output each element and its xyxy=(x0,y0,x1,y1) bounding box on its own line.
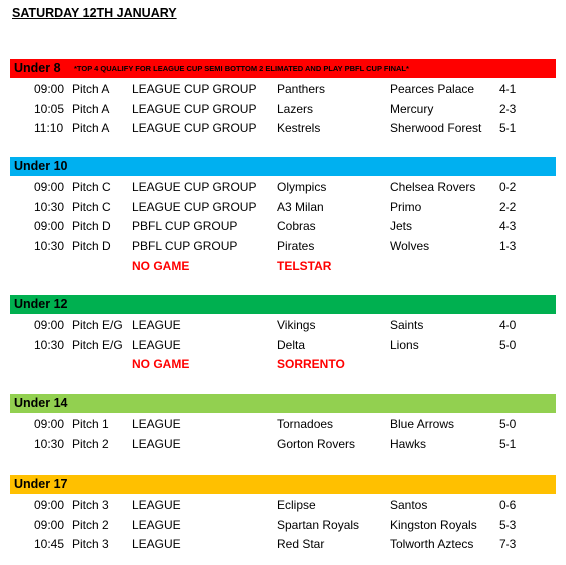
match-pitch: Pitch A xyxy=(72,82,110,96)
section-header xyxy=(10,157,556,176)
match-time: 11:10 xyxy=(34,121,64,136)
match-competition: LEAGUE xyxy=(132,318,181,332)
no-game-label: NO GAME xyxy=(132,357,190,372)
section-header xyxy=(10,475,556,494)
home-team: Eclipse xyxy=(277,498,316,512)
away-team: Mercury xyxy=(390,101,434,116)
section-label: Under 14 xyxy=(14,396,68,410)
match-competition: LEAGUE CUP GROUP xyxy=(132,121,257,136)
match-pitch: Pitch 2 xyxy=(72,517,109,532)
match-row xyxy=(0,435,566,455)
match-score: 4-1 xyxy=(499,82,517,96)
match-competition: LEAGUE xyxy=(132,417,181,431)
no-game-row xyxy=(0,257,566,277)
match-row xyxy=(0,100,566,120)
match-competition: LEAGUE CUP GROUP xyxy=(132,180,257,194)
match-row xyxy=(0,198,566,218)
match-row xyxy=(0,496,566,516)
no-game-team: TELSTAR xyxy=(277,258,332,273)
home-team: A3 Milan xyxy=(277,199,324,214)
match-score: 7-3 xyxy=(499,537,517,552)
section-label: Under 12 xyxy=(14,297,68,311)
match-score: 5-1 xyxy=(499,436,517,451)
match-score: 5-3 xyxy=(499,517,517,532)
match-time: 10:05 xyxy=(34,101,65,116)
away-team: Primo xyxy=(390,199,422,214)
match-competition: LEAGUE xyxy=(132,498,181,512)
away-team: Chelsea Rovers xyxy=(390,180,476,194)
match-time: 10:45 xyxy=(34,537,65,552)
away-team: Blue Arrows xyxy=(390,417,455,431)
match-pitch: Pitch E/G xyxy=(72,337,123,352)
away-team: Pearces Palace xyxy=(390,82,475,96)
match-row xyxy=(0,516,566,536)
match-row xyxy=(0,80,566,100)
match-row xyxy=(0,217,566,237)
away-team: Hawks xyxy=(390,436,427,451)
section-label: Under 10 xyxy=(14,159,68,173)
away-team: Saints xyxy=(390,318,424,332)
match-pitch: Pitch 1 xyxy=(72,417,109,431)
away-team: Wolves xyxy=(390,239,430,254)
match-pitch: Pitch C xyxy=(72,180,111,194)
home-team: Spartan Royals xyxy=(277,517,360,532)
home-team: Red Star xyxy=(277,537,325,552)
page-title: SATURDAY 12TH JANUARY xyxy=(12,6,177,20)
match-row xyxy=(0,316,566,336)
match-time: 10:30 xyxy=(34,199,65,214)
away-team: Lions xyxy=(390,337,419,352)
match-score: 5-0 xyxy=(499,417,517,431)
match-pitch: Pitch 2 xyxy=(72,436,109,451)
match-time: 09:00 xyxy=(34,318,65,332)
match-pitch: Pitch 3 xyxy=(72,498,109,512)
match-competition: LEAGUE CUP GROUP xyxy=(132,101,257,116)
away-team: Sherwood Forest xyxy=(390,121,482,136)
match-score: 4-3 xyxy=(499,219,517,234)
match-competition: LEAGUE xyxy=(132,517,181,532)
match-score: 5-1 xyxy=(499,121,517,136)
match-time: 10:30 xyxy=(34,337,65,352)
match-time: 10:30 xyxy=(34,436,65,451)
home-team: Lazers xyxy=(277,101,314,116)
no-game-team: SORRENTO xyxy=(277,357,345,372)
match-pitch: Pitch A xyxy=(72,121,110,136)
away-team: Santos xyxy=(390,498,428,512)
away-team: Jets xyxy=(390,219,413,234)
section-label: Under 8 xyxy=(14,61,61,75)
home-team: Pirates xyxy=(277,239,315,254)
match-score: 1-3 xyxy=(499,239,517,254)
match-row xyxy=(0,415,566,435)
match-row xyxy=(0,119,566,139)
section-note: *TOP 4 QUALIFY FOR LEAGUE CUP SEMI BOTTOM 2 ELIMATED AND PLAY PBFL CUP FINAL* xyxy=(74,64,409,73)
home-team: Panthers xyxy=(277,82,326,96)
match-competition: PBFL CUP GROUP xyxy=(132,239,238,254)
match-time: 09:00 xyxy=(34,517,65,532)
match-pitch: Pitch A xyxy=(72,101,110,116)
match-competition: LEAGUE xyxy=(132,337,181,352)
match-score: 4-0 xyxy=(499,318,517,332)
match-time: 10:30 xyxy=(34,239,65,254)
home-team: Cobras xyxy=(277,219,316,234)
match-score: 2-3 xyxy=(499,101,517,116)
match-pitch: Pitch D xyxy=(72,219,111,234)
no-game-row xyxy=(0,355,566,375)
match-row xyxy=(0,178,566,198)
match-row xyxy=(0,336,566,356)
match-pitch: Pitch E/G xyxy=(72,318,123,332)
away-team: Kingston Royals xyxy=(390,517,477,532)
away-team: Tolworth Aztecs xyxy=(390,537,474,552)
home-team: Tornadoes xyxy=(277,417,334,431)
match-pitch: Pitch 3 xyxy=(72,537,109,552)
match-time: 09:00 xyxy=(34,498,65,512)
home-team: Kestrels xyxy=(277,121,321,136)
match-competition: LEAGUE CUP GROUP xyxy=(132,199,257,214)
match-time: 09:00 xyxy=(34,180,65,194)
no-game-label: NO GAME xyxy=(132,258,190,273)
section-label: Under 17 xyxy=(14,477,68,491)
home-team: Olympics xyxy=(277,180,327,194)
home-team: Gorton Rovers xyxy=(277,436,356,451)
match-time: 09:00 xyxy=(34,417,65,431)
match-competition: LEAGUE CUP GROUP xyxy=(132,82,257,96)
section-header xyxy=(10,59,556,78)
section-header xyxy=(10,394,556,413)
home-team: Vikings xyxy=(277,318,316,332)
match-row xyxy=(0,535,566,555)
home-team: Delta xyxy=(277,337,306,352)
match-pitch: Pitch D xyxy=(72,239,111,254)
match-competition: LEAGUE xyxy=(132,537,181,552)
match-competition: PBFL CUP GROUP xyxy=(132,219,238,234)
section-header xyxy=(10,295,556,314)
match-score: 0-6 xyxy=(499,498,517,512)
match-score: 2-2 xyxy=(499,199,517,214)
match-time: 09:00 xyxy=(34,219,65,234)
match-row xyxy=(0,237,566,257)
match-time: 09:00 xyxy=(34,82,65,96)
match-score: 5-0 xyxy=(499,337,517,352)
match-pitch: Pitch C xyxy=(72,199,111,214)
match-competition: LEAGUE xyxy=(132,436,181,451)
match-score: 0-2 xyxy=(499,180,517,194)
